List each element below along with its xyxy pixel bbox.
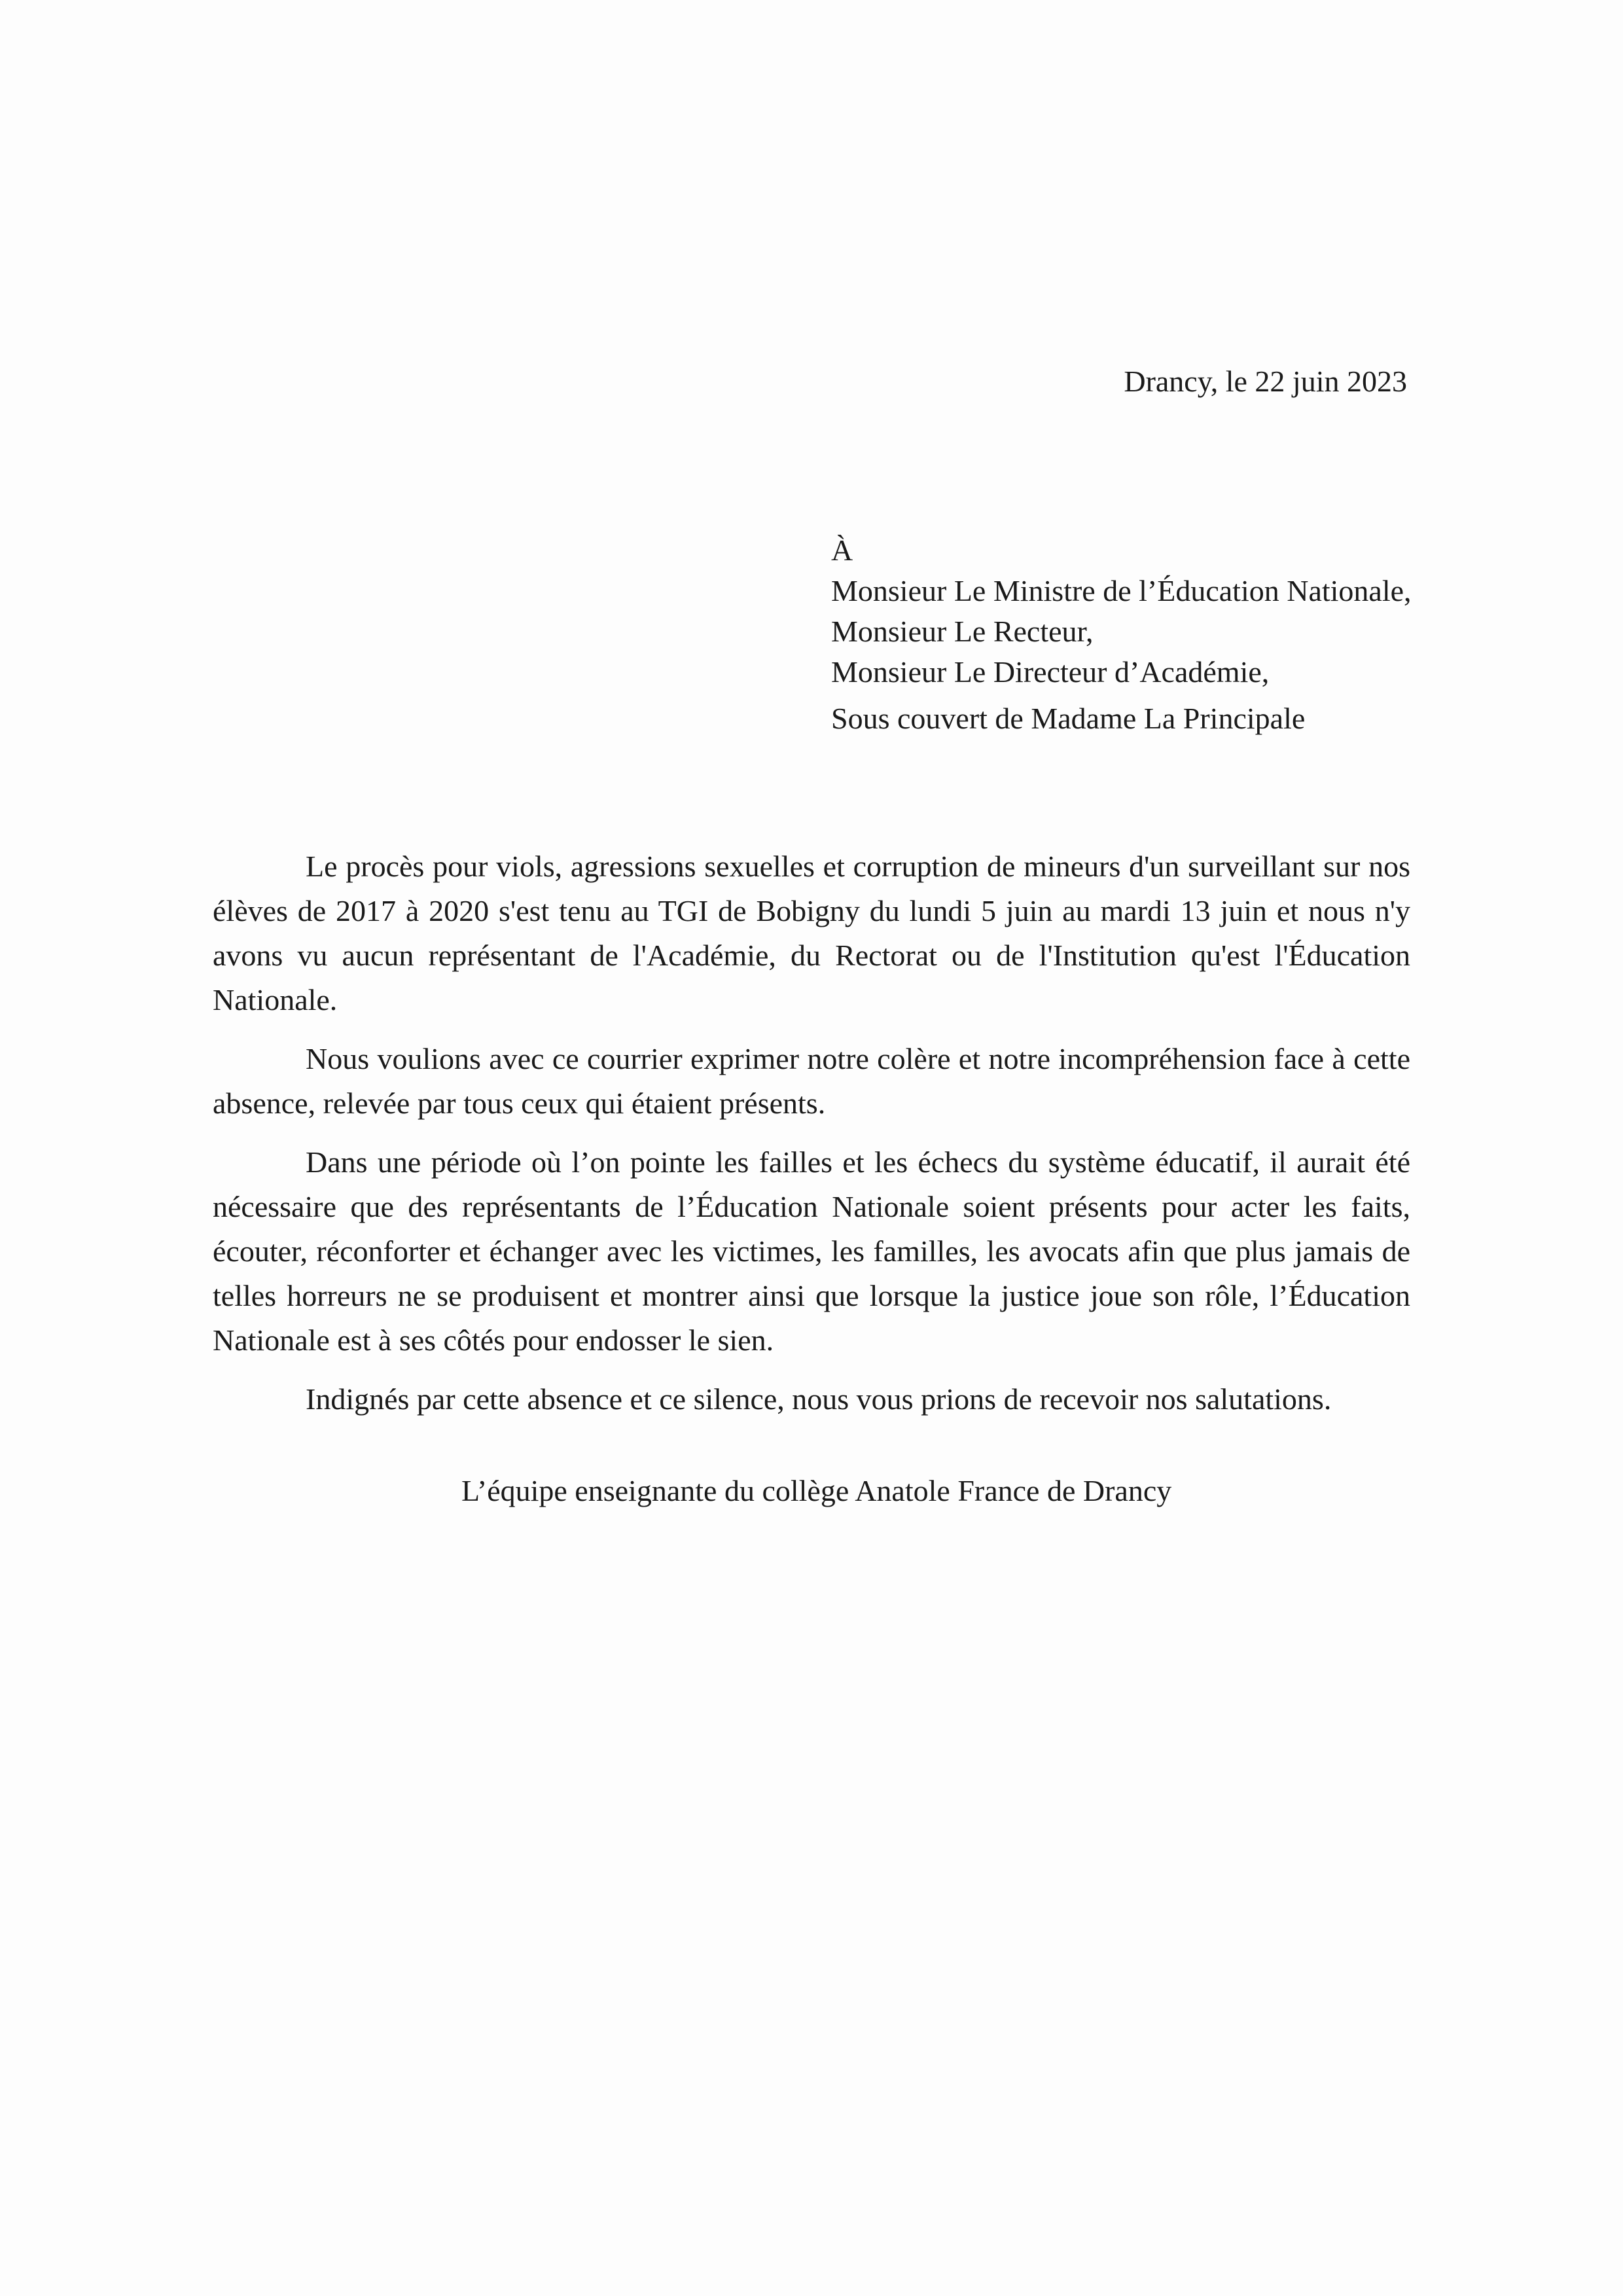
letter-body: [213, 844, 1410, 1436]
letter-signature: L’équipe enseignante du collège Anatole France de Drancy: [461, 1474, 1172, 1507]
body-paragraph: Indignés par cette absence et ce silence, nous vous prions de recevoir nos salutations.: [306, 1382, 1332, 1416]
recipient-line: Monsieur Le Directeur d’Académie,: [831, 655, 1270, 689]
body-paragraph: Dans une période où l’on pointe les failles et les échecs du système éducatif, il aurait été nécessaire que des représentants de l’Éducation Nationale soient présents pour acter les faits, écouter, réconforter et échanger avec les victimes, les familles, les avocats afin que plus jamais de telles horreurs ne se produisent et montrer ainsi que lorsque la justice joue son rôle, l’Éducation Nationale est à ses côtés pour endosser le sien.: [213, 1145, 1410, 1357]
recipient-line: À: [831, 533, 853, 567]
recipients-block: [831, 530, 1412, 692]
body-paragraph: Nous voulions avec ce courrier exprimer notre colère et notre incompréhension face à cette absence, relevée par tous ceux qui étaient présents.: [213, 1042, 1410, 1120]
letter-date: Drancy, le 22 juin 2023: [1124, 365, 1407, 398]
body-paragraph: Le procès pour viols, agressions sexuelles et corruption de mineurs d'un surveillant sur nos élèves de 2017 à 2020 s'est tenu au TGI de Bobigny du lundi 5 juin au mardi 13 juin et nous n'y avons vu aucun représentant de l'Académie, du Rectorat ou de l'Institution qu'est l'Éducation Nationale.: [213, 850, 1410, 1016]
recipient-line: Monsieur Le Recteur,: [831, 615, 1094, 648]
recipient-line: Monsieur Le Ministre de l’Éducation Nationale,: [831, 574, 1412, 607]
cover-line: Sous couvert de Madame La Principale: [831, 702, 1306, 735]
